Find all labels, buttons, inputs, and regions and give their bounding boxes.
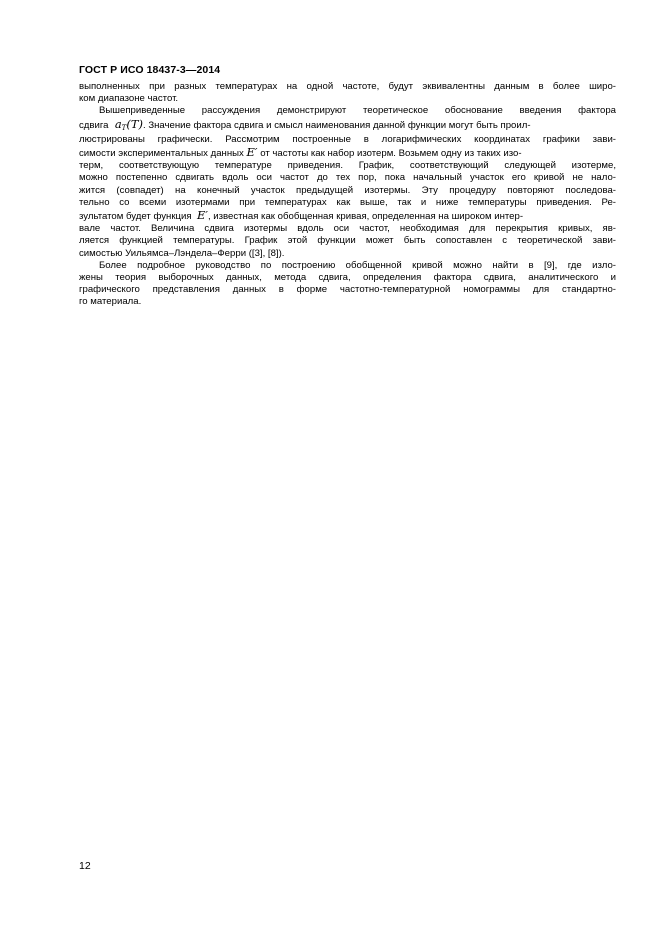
text-line: можно постепенно сдвигать вдоль оси частот до тех пор, пока начальный участок его кривой не нало- — [79, 172, 616, 184]
shift-factor-base: a — [114, 116, 122, 131]
text-line: Более подробное руководство по построению обобщенной кривой можно найти в [9], где изло- — [99, 259, 616, 271]
text-line — [79, 209, 616, 223]
document-body — [79, 81, 616, 309]
text-line: жится (совпадет) на конечный участок предыдущей изотермы. Эту процедуру повторяют последова- — [79, 184, 616, 196]
page-number: 12 — [79, 860, 91, 872]
text-line: го материала. — [79, 296, 142, 308]
text-fragment: , известная как обобщенная кривая, определенная на широком интер- — [207, 211, 524, 223]
text-line: Вышеприведенные рассуждения демонстрируют теоретическое обоснование введения фактора — [99, 105, 616, 117]
text-line: терм, соответствующую температуре приведения. График, соответствующий следующей изотерме, — [79, 160, 616, 172]
modulus-symbol: E′ — [246, 145, 258, 160]
modulus-symbol: E′ — [196, 208, 208, 223]
document-header: ГОСТ Р ИСО 18437-3—2014 — [79, 64, 221, 76]
text-line: жены теория выборочных данных, метода сдвига, определения фактора сдвига, аналитического и — [79, 272, 616, 284]
text-fragment: зультатом будет функция — [79, 211, 192, 223]
text-line: вале частот. Величина сдвига изотермы вдоль оси частот, необходимая для перекрытия кривых, яв- — [79, 223, 616, 235]
text-fragment: симости экспериментальных данных — [79, 148, 244, 160]
text-fragment: . Значение фактора сдвига и смысл наименования данной функции могут быть проил- — [143, 119, 531, 131]
text-line: люстрированы графически. Рассмотрим построенные в логарифмических координатах графики зави- — [79, 133, 616, 145]
text-fragment: от частоты как набор изотерм. Возьмем одну из таких изо- — [260, 148, 522, 160]
text-fragment: сдвига — [79, 119, 109, 131]
text-line: симостью Уильямса–Лэндела–Ферри ([3], [8]). — [79, 247, 285, 259]
shift-factor-argument: (T) — [126, 116, 143, 131]
text-line: тельно со всеми изотермами при температурах как выше, так и ниже температуры приведения. Ре- — [79, 196, 616, 208]
text-line — [79, 118, 616, 134]
shift-factor-formula — [111, 117, 143, 131]
text-line: графического представления данных в форме частотно-температурной номограммы для стандартно- — [79, 284, 616, 296]
text-line: выполненных при разных температурах на одной частоте, будут эквивалентны данным в более широ- — [79, 81, 616, 92]
text-line: ляется функцией температуры. График этой функции может быть сопоставлен с теоретической зави- — [79, 235, 616, 247]
text-line — [79, 146, 616, 160]
shift-factor-subscript: T — [121, 123, 127, 132]
text-line: ком диапазоне частот. — [79, 93, 179, 105]
